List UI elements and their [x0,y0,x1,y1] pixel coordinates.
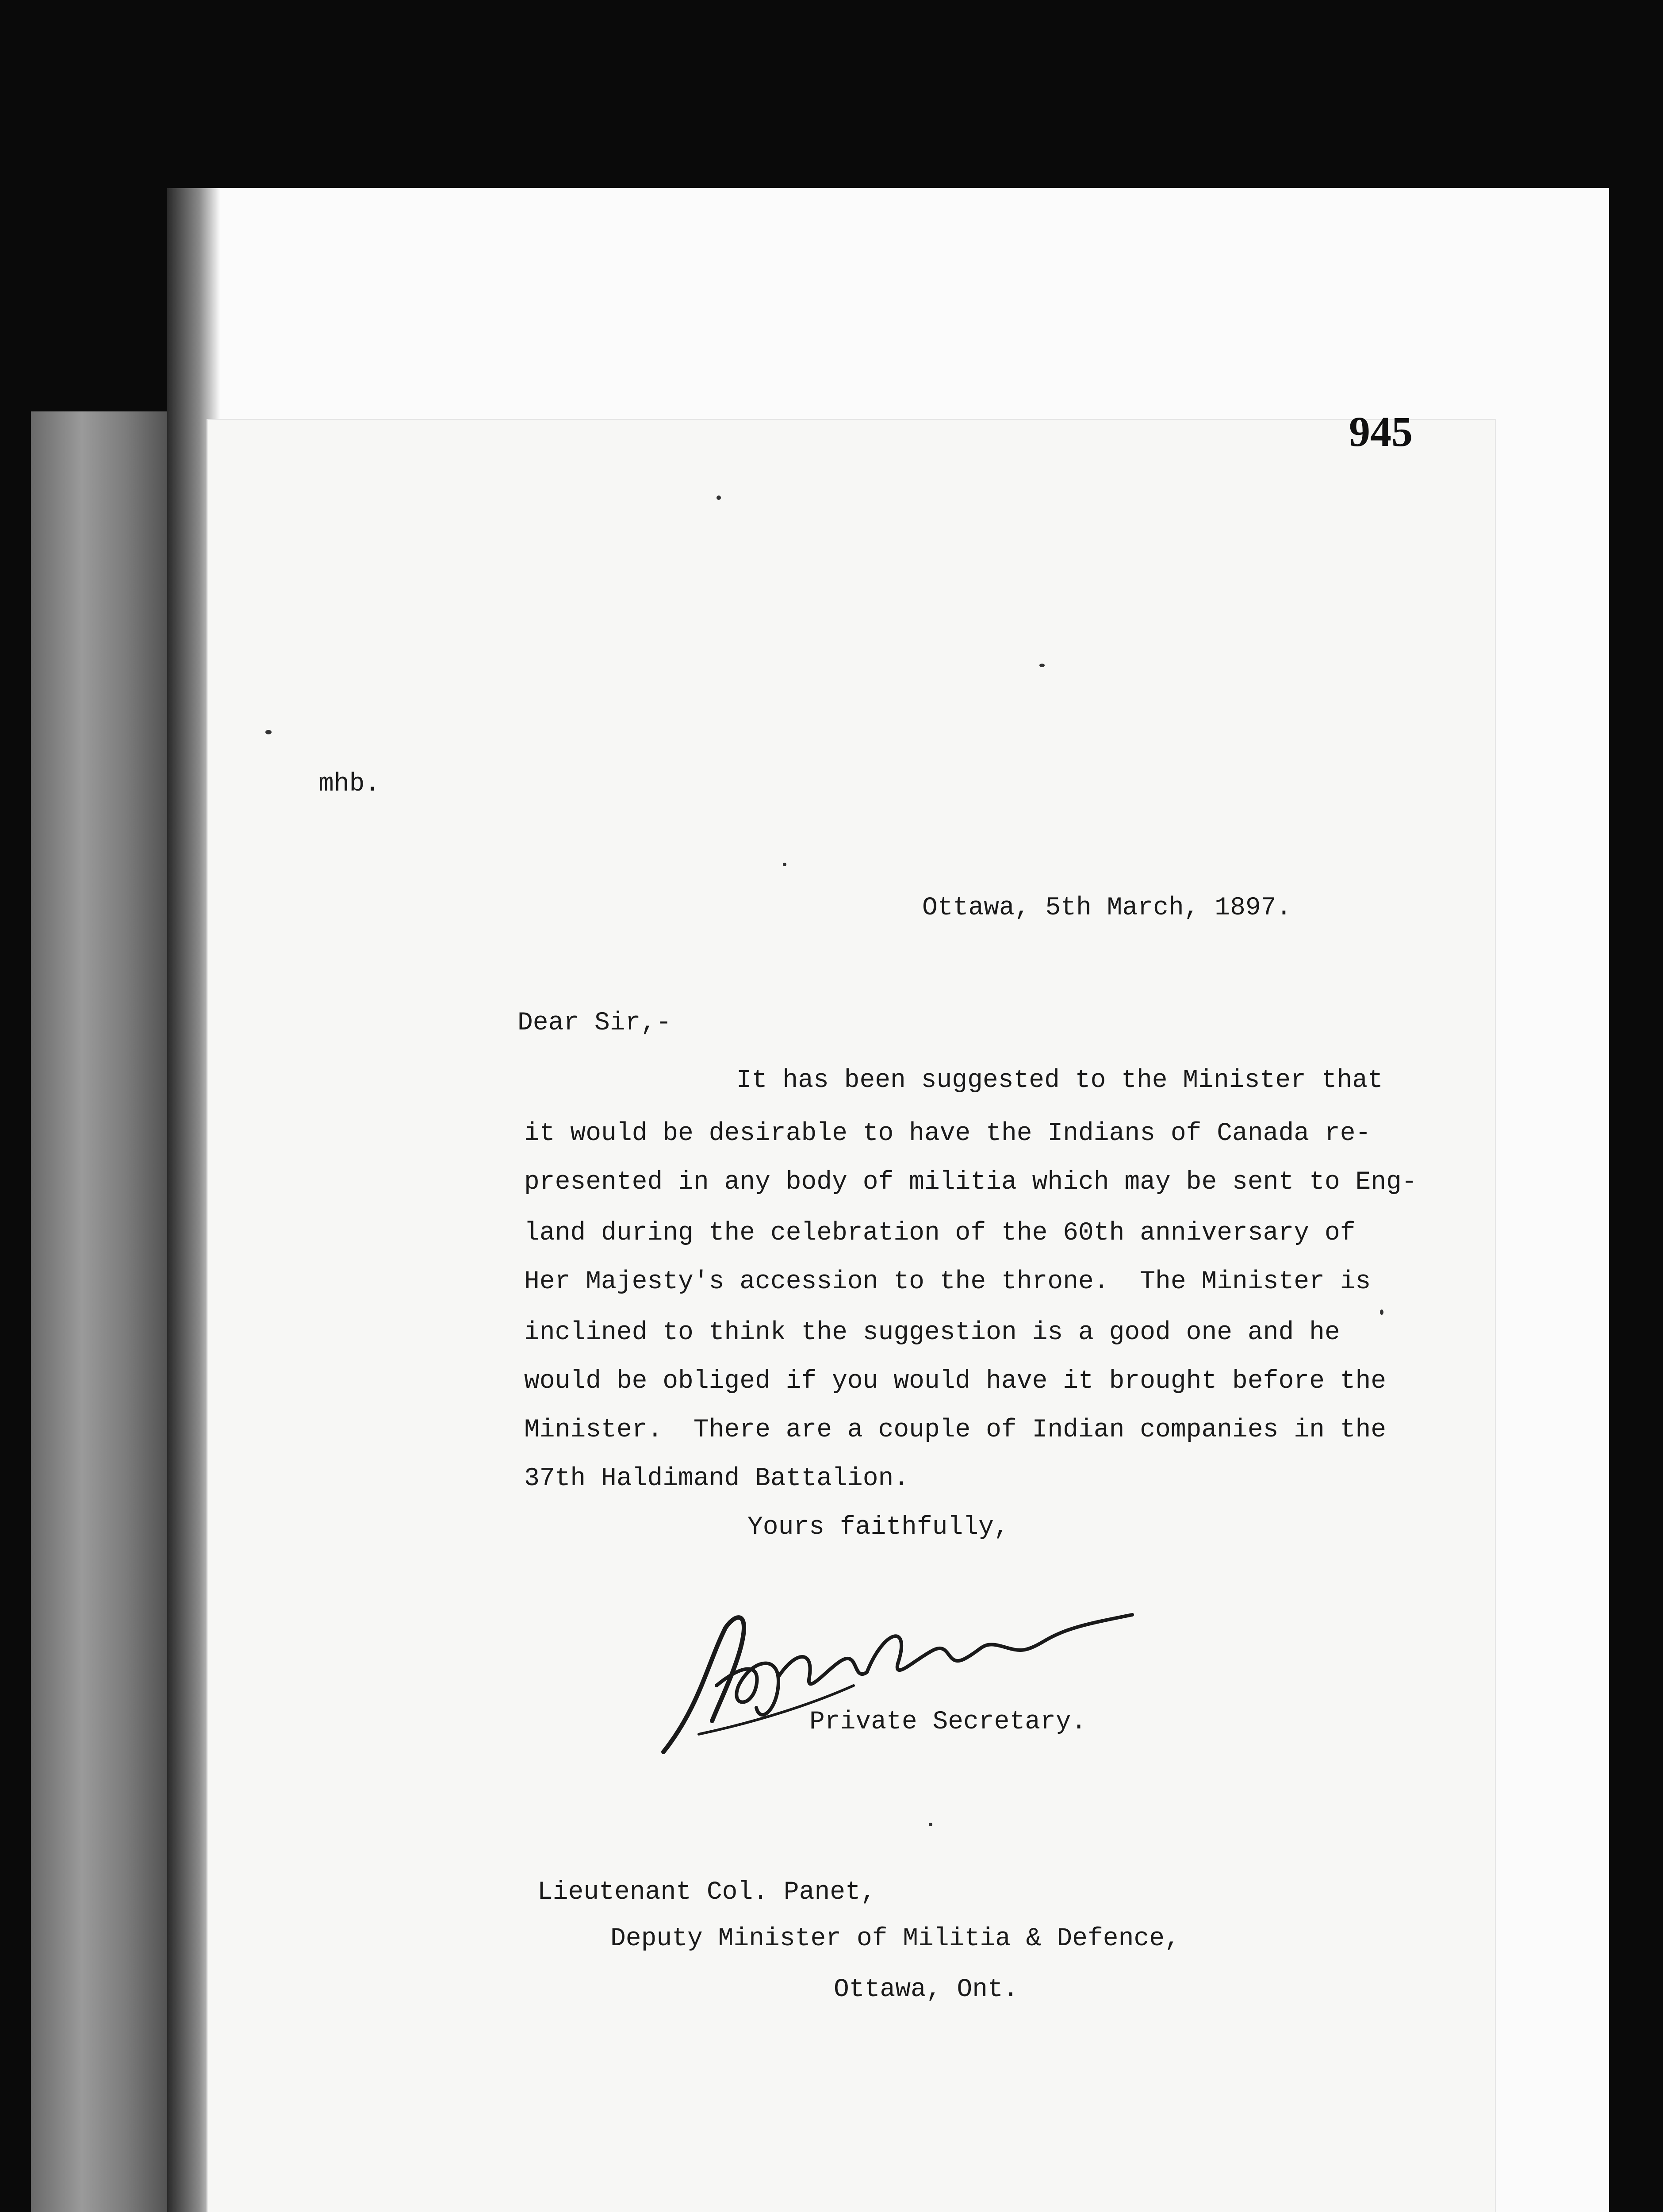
addressee-position: Deputy Minister of Militia & Defence, [610,1924,1180,1953]
dust-speck [265,730,272,734]
body-line: It has been suggested to the Minister that [736,1066,1383,1095]
body-line: Minister. There are a couple of Indian companies in the [524,1416,1387,1444]
body-line: it would be desirable to have the Indians of Canada re- [524,1119,1371,1148]
body-line: inclined to think the suggestion is a good one and he [524,1318,1340,1347]
body-line: land during the celebration of the 60th anniversary of [524,1219,1356,1248]
dust-speck [1380,1310,1383,1315]
dust-speck [717,495,721,500]
addressee-name: Lieutenant Col. Panet, [537,1878,876,1907]
dust-speck [1039,664,1045,667]
dust-speck [783,863,786,866]
body-line: Her Majesty's accession to the throne. The Minister is [524,1267,1371,1296]
body-line: presented in any body of militia which may be sent to Eng- [524,1168,1417,1197]
body-line: 37th Haldimand Battalion. [524,1464,909,1493]
dateline: Ottawa, 5th March, 1897. [922,894,1292,922]
closing: Yours faithfully, [747,1513,1009,1542]
signer-title: Private Secretary. [809,1708,1087,1736]
adjacent-page-edge [31,411,177,2212]
addressee-city: Ottawa, Ont. [834,1975,1019,2004]
salutation: Dear Sir,- [517,1009,672,1037]
typist-initials: mhb. [318,770,380,799]
page-number: 945 [1349,408,1413,455]
body-line: would be obliged if you would have it brought before the [524,1367,1387,1396]
dust-speck [929,1823,932,1826]
